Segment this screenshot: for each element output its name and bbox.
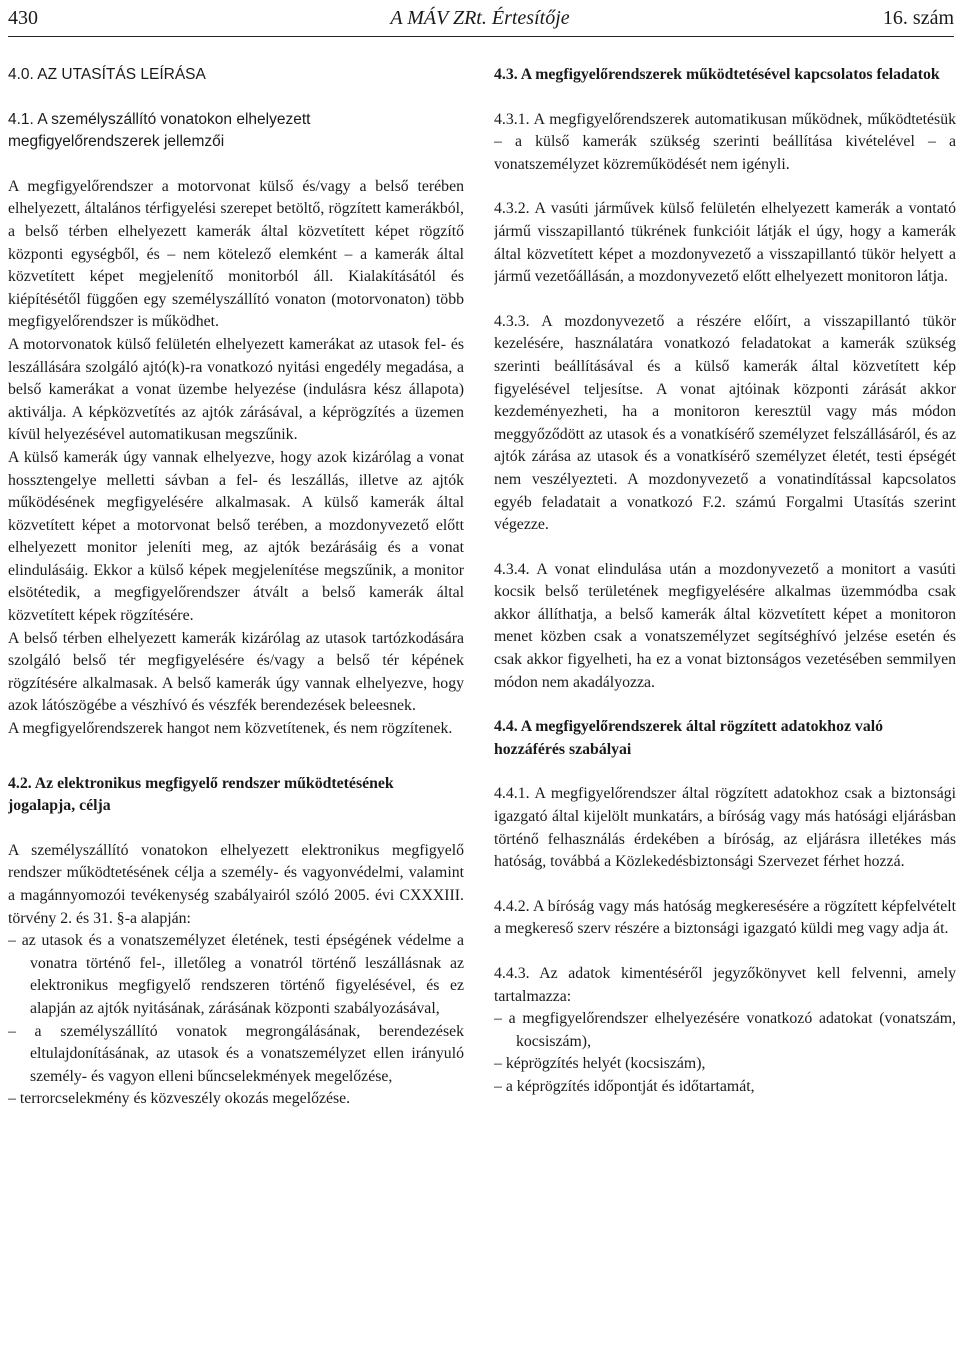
list-item: – képrögzítés helyét (kocsiszám), <box>494 1055 706 1073</box>
right-column <box>494 52 956 1368</box>
list-item: – a képrögzítés időpontját és időtartamát, <box>494 1077 755 1095</box>
section-4-1-heading <box>8 109 464 154</box>
paragraph: A megfigyelőrendszerek hangot nem közvetítenek, és nem rögzítenek. <box>8 720 453 738</box>
page-number: 430 <box>8 7 38 29</box>
paragraph: A személyszállító vonatokon elhelyezett elektronikus megfigyelő rendszer működtetésének célja a személy- és vagyonvédelmi, valamint a magánnyomozói tevékenység szabályairól szóló 2005. évi CXXXIII. törvény 2. és 31. §-a alapján: <box>8 841 464 927</box>
page-header <box>0 0 960 44</box>
paragraph: 4.3.1. A megfigyelőrendszerek automatikusan működnek, működtetésük – a külső kamerák szükség szerinti beállítása kivételével – a vonatszemélyzet közreműködését nem igényli. <box>494 110 956 173</box>
paragraph: 4.4.2. A bíróság vagy más hatóság megkeresésére a rögzített képfelvételt a megkereső szerv részére a biztonsági igazgató küldi meg vagy adja át. <box>494 897 956 938</box>
paragraph: A külső kamerák úgy vannak elhelyezve, hogy azok kizárólag a vonat hossztengelye melletti sávban a fel- és leszállás, illetve az ajtók működésének megfigyelésére alkalmasak. A külső kamerák által közvetített képet a motorvonat belső terében, a mozdonyvezető előtt elhelyezett monitor jeleníti meg, az ajtók bezárásáig és a vonat elindulásáig. Ekkor a külső képek megjelenítése megszűnik, a monitor elsötétedik, a megfigyelőrendszer átvált a belső kamerák által közvetített képek rögzítésére. <box>8 448 464 625</box>
section-4-1-number: 4.1. <box>8 110 34 128</box>
paragraph: 4.3.2. A vasúti járművek külső felületén elhelyezett kamerák a vontató jármű visszapillantó tükrének funkcióit látják el úgy, hogy a kamerák által közvetített képet a mozdonyvezető a visszapillantó tükör helyett a jármű vezetőállásán, a mozdonyvezető előtt elhelyezett monitoron látja. <box>494 200 956 286</box>
paragraph: 4.4.3. Az adatok kimentéséről jegyzőkönyvet kell felvenni, amely tartalmazza: <box>494 965 956 1005</box>
list-item: – terrorcselekmény és közveszély okozás megelőzése. <box>8 1090 351 1108</box>
left-column <box>8 52 464 1368</box>
list-item: – a személyszállító vonatok megrongálásának, berendezések eltulajdonításának, az utasok és a vonatszemélyzet ellen irányuló személy- és vagyon elleni bűncselekmények megelőzése, <box>8 1022 464 1085</box>
paragraph: A motorvonatok külső felületén elhelyezett kamerákat az utasok fel- és leszállására szolgáló ajtó(k)-ra vonatkozó nyitási engedély megadása, a belső kamerákat a vonat üzembe helyezése (indulásra kész állapota) aktiválja. A képközvetítés az ajtók zárásával, a képrögzítés a üzemen kívül helyezésével automatikusan megszűnik. <box>8 335 464 444</box>
paragraph: A megfigyelőrendszer a motorvonat külső és/vagy a belső terében elhelyezett, általános térfigyelési szerepet betöltő, rögzített kamerákból, a belső térben elhelyezett kamerák által közvetített képet rögzítő központi egységből, és – nem kötelező elemként – a kamerák által közvetített képet megjelenítő monitorból áll. Kialakításától és kiépítésétől függően egy személyszállító vonaton (motorvonaton) több megfigyelőrendszer is működhet. <box>8 177 464 331</box>
section-4-2-heading: 4.2. Az elektronikus megfigyelő rendszer működtetésének jogalapja, célja <box>8 774 394 815</box>
paragraph: A belső térben elhelyezett kamerák kizárólag az utasok tartózkodására szolgáló belső tér megfigyelésére és/vagy a belső tér képének rögzítésére alkalmasak. A belső kamerák úgy vannak elhelyezve, hogy azok látószögébe a vészhívó és vészfék berendezések beleesnek. <box>8 629 464 715</box>
paragraph: 4.4.1. A megfigyelőrendszer által rögzített adatokhoz csak a biztonsági igazgató által kijelölt munkatárs, a bíróság vagy más hatósági eljárásban történő felhasználás érdekében a bíróság, az eljárásra illetékes más hatóság, továbbá a Közlekedésbiztonsági Szervezet férhet hozzá. <box>494 785 956 871</box>
section-4-1-title: A személyszállító vonatokon elhelyezett megfigyelőrendszerek jellemzői <box>8 110 311 151</box>
header-rule <box>8 36 954 37</box>
section-4-3-heading: 4.3. A megfigyelőrendszerek működtetésével kapcsolatos feladatok <box>494 66 940 83</box>
paragraph: 4.3.3. A mozdonyvezető a részére előírt, a visszapillantó tükör kezelésére, használatára vonatkozó feladatokat a kamerák szükség szerinti beállításával és a külső kamerák által közvetített kép figyelésével teljesítse. A vonat ajtóinak központi zárását akkor kezdeményezheti, ha a monitoron keresztül vagy más módon meggyőződött az utasok és a vonatkísérő személyzet felszállásáról, és az ajtók zárása az utasok és a vonatkísérő személyzet életét, testi épségét nem veszélyezteti. A mozdonyvezető a vonatindítással kapcsolatos egyéb feladatait a vonatkozó F.2. számú Forgalmi Utasítás szerint végezze. <box>494 312 956 534</box>
journal-title: A MÁV ZRt. Értesítője <box>390 7 570 29</box>
paragraph: 4.3.4. A vonat elindulása után a mozdonyvezető a monitort a vasúti kocsik belső területének megfigyelésére alkalmas üzemmódba csak akkor állíthatja, a belső kamerák által közvetített képet a monitoron menet közben csak a vonatszemélyzet segítséghívó jelzése esetén és csak akkor figyelheti, ha ez a vonat biztonságos vezetésében semmilyen módon nem akadályozza. <box>494 560 956 691</box>
list-item: – a megfigyelőrendszer elhelyezésére vonatkozó adatokat (vonatszám, kocsiszám), <box>494 1010 956 1050</box>
issue-number: 16. szám <box>882 7 954 29</box>
section-4-0-heading: 4.0. AZ UTASÍTÁS LEÍRÁSA <box>8 66 206 83</box>
list-item: – az utasok és a vonatszemélyzet életének, testi épségének védelme a vonatra történő fel-, illetőleg a vonatról történő leszállásnak az elektronikus megfigyelő rendszeren történő figyelésével, és ez alapján az ajtók nyitásának, zárásának központi szabályozásával, <box>8 932 464 1017</box>
section-4-4-heading: 4.4. A megfigyelőrendszerek által rögzített adatokhoz való hozzáférés szabályai <box>494 718 884 758</box>
